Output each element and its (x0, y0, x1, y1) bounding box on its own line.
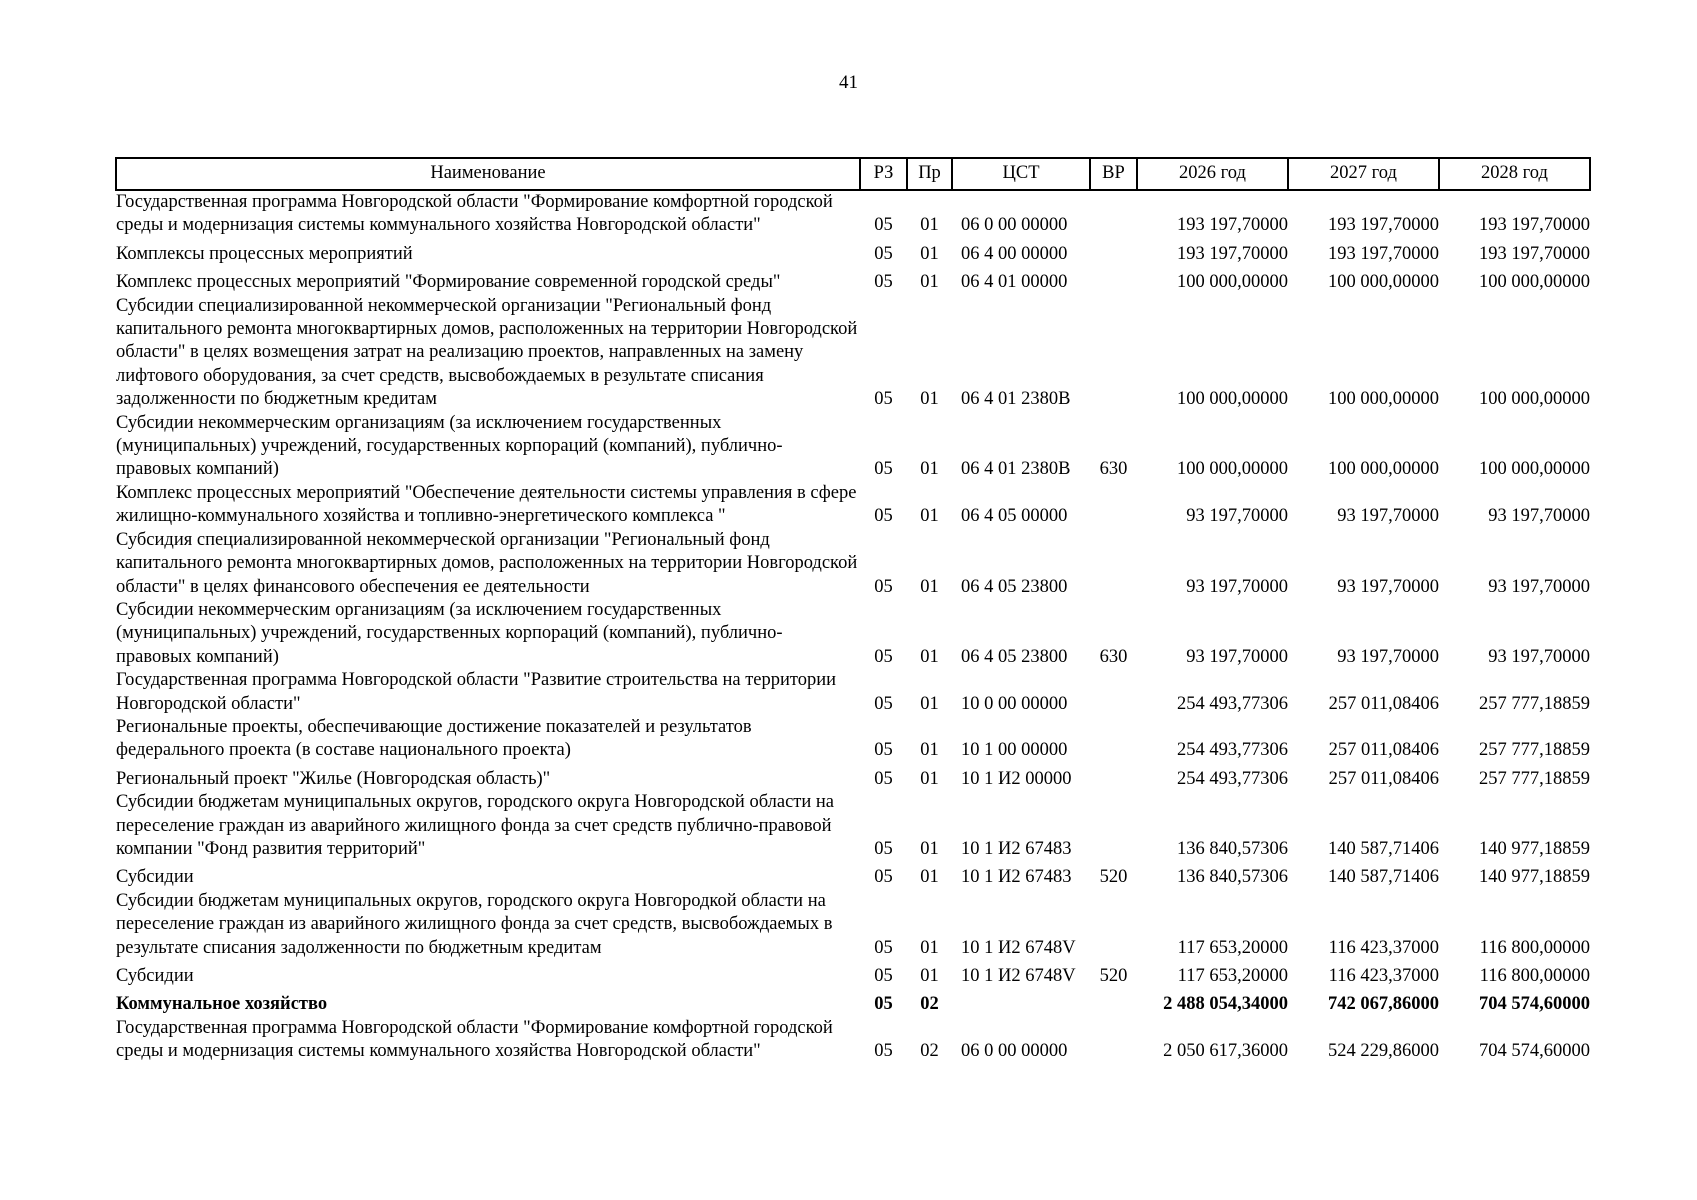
row-2028: 193 197,70000 (1479, 243, 1590, 264)
row-cst: 06 4 05 23800 (961, 576, 1068, 597)
row-pr: 01 (920, 966, 939, 986)
table-row (116, 412, 1590, 482)
row-2028: 140 977,18859 (1479, 838, 1590, 859)
row-pr: 01 (920, 937, 939, 958)
row-2028: 93 197,70000 (1488, 576, 1590, 597)
row-2027: 100 000,00000 (1328, 272, 1439, 293)
table-row (116, 890, 1590, 965)
row-rz: 05 (874, 937, 893, 958)
header-2028: 2028 год (1439, 158, 1590, 190)
row-cst: 10 1 И2 00000 (961, 768, 1072, 789)
row-name: Субсидии специализированной некоммерческой организации "Региональный фонд капитального ремонта многоквартирных домов, расположенных на территории Новгородской области" в целях возмещения затрат на реализацию проектов, направленных на замену лифтового оборудования, за счет средств, высвобождаемых в результате списания задолженности по бюджетным кредитам (116, 295, 858, 410)
row-pr: 01 (920, 506, 939, 527)
row-2026: 254 493,77306 (1177, 740, 1288, 761)
row-2027: 93 197,70000 (1337, 646, 1439, 667)
row-pr: 02 (920, 1041, 939, 1062)
header-2026: 2026 год (1137, 158, 1288, 190)
row-2027: 742 067,86000 (1328, 994, 1439, 1015)
row-cst: 06 4 00 00000 (961, 243, 1068, 264)
row-2026: 193 197,70000 (1177, 243, 1288, 264)
row-2026: 93 197,70000 (1186, 646, 1288, 667)
row-2026: 136 840,57306 (1177, 867, 1288, 888)
row-2026: 2 050 617,36000 (1163, 1041, 1288, 1062)
row-2027: 100 000,00000 (1328, 389, 1439, 410)
row-name: Комплекс процессных мероприятий "Обеспечение деятельности системы управления в сфере жилищно-коммунального хозяйства и топливно-энергетического комплекса " (116, 482, 857, 527)
row-cst: 10 1 И2 67483 (961, 838, 1072, 859)
row-2028: 116 800,00000 (1479, 937, 1590, 958)
row-rz: 05 (874, 768, 893, 789)
row-rz: 05 (874, 1041, 893, 1062)
row-2027: 93 197,70000 (1337, 576, 1439, 597)
table-row (116, 1017, 1590, 1069)
row-rz: 05 (874, 646, 893, 667)
row-2026: 100 000,00000 (1177, 459, 1288, 480)
row-pr: 01 (920, 389, 939, 410)
table-row (116, 993, 1590, 1016)
table-row (116, 190, 1590, 243)
header-2027: 2027 год (1288, 158, 1439, 190)
row-2026: 254 493,77306 (1177, 768, 1288, 789)
row-2026: 136 840,57306 (1177, 838, 1288, 859)
row-2027: 116 423,37000 (1328, 937, 1439, 958)
row-rz: 05 (874, 994, 893, 1015)
row-pr: 02 (920, 994, 939, 1015)
row-vr: 520 (1099, 966, 1128, 986)
row-2028: 704 574,60000 (1479, 1041, 1590, 1062)
row-vr (1090, 890, 1137, 965)
row-vr (1090, 243, 1137, 271)
table-row (116, 529, 1590, 599)
row-2027: 257 011,08406 (1328, 740, 1439, 761)
header-pr: Пр (907, 158, 952, 190)
row-name: Региональный проект "Жилье (Новгородская область)" (116, 768, 551, 789)
row-rz: 05 (874, 838, 893, 859)
row-pr: 01 (920, 740, 939, 761)
row-2028: 116 800,00000 (1479, 966, 1590, 986)
table-row (116, 768, 1590, 791)
row-rz: 05 (874, 693, 893, 714)
row-rz: 05 (874, 867, 893, 888)
row-cst: 06 0 00 00000 (961, 1041, 1068, 1062)
row-vr (1090, 669, 1137, 716)
row-2027: 193 197,70000 (1328, 243, 1439, 264)
row-cst: 06 0 00 00000 (961, 215, 1068, 236)
row-2027: 193 197,70000 (1328, 215, 1439, 236)
row-2027: 257 011,08406 (1328, 768, 1439, 789)
row-vr (1090, 482, 1137, 529)
row-vr (1090, 295, 1137, 412)
row-cst: 06 4 01 00000 (961, 272, 1068, 293)
row-name: Субсидии (116, 867, 194, 888)
row-2026: 117 653,20000 (1177, 966, 1288, 986)
table-row (116, 791, 1590, 866)
row-cst: 10 1 00 00000 (961, 740, 1068, 761)
row-name: Государственная программа Новгородской области "Развитие строительства на территории Новгородской области" (116, 670, 837, 714)
row-vr: 520 (1099, 867, 1128, 888)
table-row (116, 965, 1590, 993)
row-2028: 100 000,00000 (1479, 389, 1590, 410)
row-cst: 06 4 01 2380В (961, 389, 1071, 410)
row-name: Субсидии бюджетам муниципальных округов, городского округа Новгородкой области на переселение граждан из аварийного жилищного фонда за счет средств, высвобождаемых в результате списания задолженности по бюджетным кредитам (116, 890, 833, 958)
row-rz: 05 (874, 272, 893, 293)
row-2026: 193 197,70000 (1177, 215, 1288, 236)
row-cst: 06 4 05 23800 (961, 646, 1068, 667)
row-2028: 257 777,18859 (1479, 740, 1590, 761)
row-name: Государственная программа Новгородской области "Формирование комфортной городской среды и модернизация системы коммунального хозяйства Новгородской области" (116, 1017, 833, 1062)
page-number: 41 (839, 72, 858, 93)
table-row (116, 271, 1590, 294)
row-vr (1090, 993, 1137, 1016)
row-rz: 05 (874, 966, 893, 986)
row-pr: 01 (920, 768, 939, 789)
row-2028: 100 000,00000 (1479, 459, 1590, 480)
row-pr: 01 (920, 272, 939, 293)
row-2027: 524 229,86000 (1328, 1041, 1439, 1062)
row-2028: 93 197,70000 (1488, 506, 1590, 527)
row-pr: 01 (920, 576, 939, 597)
row-name: Региональные проекты, обеспечивающие достижение показателей и результатов федерального проекта (в составе национального проекта) (116, 716, 752, 761)
row-vr (1090, 716, 1137, 768)
row-name: Комплекс процессных мероприятий "Формирование современной городской среды" (116, 272, 781, 293)
header-cst: ЦСТ (952, 158, 1090, 190)
row-rz: 05 (874, 389, 893, 410)
row-2028: 257 777,18859 (1479, 768, 1590, 789)
row-2026: 93 197,70000 (1186, 576, 1288, 597)
table-row (116, 482, 1590, 529)
row-vr: 630 (1099, 646, 1128, 667)
header-name: Наименование (116, 158, 860, 190)
row-name: Государственная программа Новгородской области "Формирование комфортной городской среды и модернизация системы коммунального хозяйства Новгородской области" (116, 192, 833, 236)
row-cst: 10 1 И2 6748V (961, 937, 1076, 958)
row-rz: 05 (874, 243, 893, 264)
row-vr: 630 (1099, 459, 1128, 480)
table-row (116, 243, 1590, 271)
row-2028: 257 777,18859 (1479, 693, 1590, 714)
row-cst: 10 1 И2 67483 (961, 867, 1072, 888)
row-2027: 257 011,08406 (1328, 693, 1439, 714)
row-name: Субсидия специализированной некоммерческой организации "Региональный фонд капитального ремонта многоквартирных домов, расположенных на территории Новгородской области" в целях финансового обеспечения ее деятельности (116, 529, 858, 597)
row-rz: 05 (874, 740, 893, 761)
row-cst: 06 4 05 00000 (961, 506, 1068, 527)
table-row (116, 599, 1590, 669)
row-2027: 140 587,71406 (1328, 867, 1439, 888)
row-2028: 93 197,70000 (1488, 646, 1590, 667)
row-vr (1090, 271, 1137, 294)
row-2027: 93 197,70000 (1337, 506, 1439, 527)
row-name: Коммунальное хозяйство (116, 994, 328, 1015)
row-pr: 01 (920, 838, 939, 859)
table-header-row (116, 158, 1590, 190)
row-pr: 01 (920, 215, 939, 236)
budget-table (115, 157, 1591, 1069)
row-rz: 05 (874, 576, 893, 597)
row-name: Комплексы процессных мероприятий (116, 243, 413, 264)
table-row (116, 669, 1590, 716)
row-2026: 93 197,70000 (1186, 506, 1288, 527)
row-vr (1090, 791, 1137, 866)
row-cst (952, 993, 1090, 1016)
row-cst: 06 4 01 2380В (961, 459, 1071, 480)
row-pr: 01 (920, 693, 939, 714)
row-2026: 100 000,00000 (1177, 272, 1288, 293)
row-rz: 05 (874, 506, 893, 527)
row-name: Субсидии (116, 966, 194, 986)
row-pr: 01 (920, 867, 939, 888)
table-row (116, 716, 1590, 768)
row-cst: 10 0 00 00000 (961, 693, 1068, 714)
row-2027: 116 423,37000 (1328, 966, 1439, 986)
row-2028: 100 000,00000 (1479, 272, 1590, 293)
row-vr (1090, 190, 1137, 243)
row-2026: 254 493,77306 (1177, 693, 1288, 714)
row-2028: 193 197,70000 (1479, 215, 1590, 236)
row-2028: 140 977,18859 (1479, 867, 1590, 888)
row-vr (1090, 1017, 1137, 1069)
header-rz: РЗ (860, 158, 907, 190)
row-2027: 140 587,71406 (1328, 838, 1439, 859)
row-2026: 100 000,00000 (1177, 389, 1288, 410)
row-pr: 01 (920, 646, 939, 667)
row-vr (1090, 529, 1137, 599)
row-name: Субсидии некоммерческим организациям (за исключением государственных (муниципальных) учреждений, государственных корпораций (компаний), публично-правовых компаний) (116, 412, 783, 480)
row-cst: 10 1 И2 6748V (961, 966, 1076, 986)
row-rz: 05 (874, 459, 893, 480)
row-rz: 05 (874, 215, 893, 236)
row-vr (1090, 768, 1137, 791)
table-row (116, 295, 1590, 412)
row-2026: 117 653,20000 (1177, 937, 1288, 958)
row-name: Субсидии некоммерческим организациям (за исключением государственных (муниципальных) учреждений, государственных корпораций (компаний), публично-правовых компаний) (116, 599, 783, 667)
row-name: Субсидии бюджетам муниципальных округов, городского округа Новгородской области на переселение граждан из аварийного жилищного фонда за счет средств публично-правовой компании "Фонд развития территорий" (116, 792, 835, 859)
row-2027: 100 000,00000 (1328, 459, 1439, 480)
table-body (116, 190, 1590, 1069)
row-2028: 704 574,60000 (1479, 994, 1590, 1015)
row-pr: 01 (920, 459, 939, 480)
header-vr: ВР (1090, 158, 1137, 190)
row-pr: 01 (920, 243, 939, 264)
row-2026: 2 488 054,34000 (1163, 994, 1288, 1015)
table-row (116, 866, 1590, 889)
